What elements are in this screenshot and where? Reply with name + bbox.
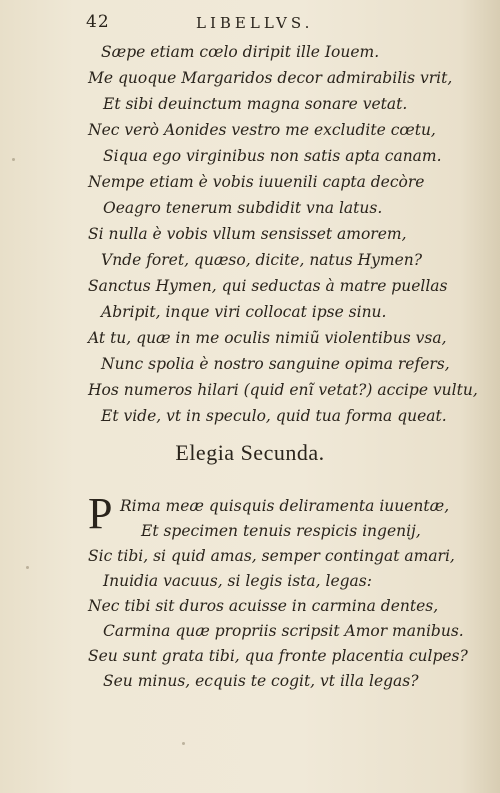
- verse-line: Nec tibi sit duros acuisse in carmina dentes,: [88, 597, 439, 615]
- verse-line: Inuidia vacuus, si legis ista, legas:: [103, 572, 372, 590]
- paper-speck: [26, 566, 29, 569]
- verse-line: Seu sunt grata tibi, qua fronte placentia culpes?: [88, 647, 468, 665]
- verse-line: Siqua ego virginibus non satis apta canam.: [103, 147, 442, 165]
- verse-line: Sic tibi, si quid amas, semper contingat amari,: [88, 547, 455, 565]
- verse-line: Abripit, inque viri collocat ipse sinu.: [101, 303, 387, 321]
- drop-cap: P: [88, 489, 113, 538]
- paper-speck: [12, 158, 15, 161]
- verse-line: Oeagro tenerum subdidit vna latus.: [103, 199, 383, 217]
- elegy-heading: Elegia Secunda.: [175, 440, 325, 465]
- verse-line: Et sibi deuinctum magna sonare vetat.: [103, 95, 408, 113]
- verse-line: Sæpe etiam cœlo diripit ille Iouem.: [101, 43, 380, 61]
- verse-line: Nunc spolia è nostro sanguine opima refers,: [101, 355, 450, 373]
- verse-line: Nec verò Aonides vestro me excludite cœtu,: [88, 121, 436, 139]
- verse-line: Si nulla è vobis vllum sensisset amorem,: [88, 225, 407, 243]
- verse-line: Hos numeros hilari (quid enĩ vetat?) accipe vultu,: [88, 381, 478, 399]
- verse-line: At tu, quæ in me oculis nimiũ violentibus vsa,: [88, 329, 447, 347]
- verse-line: Seu minus, ecquis te cogit, vt illa legas?: [103, 672, 419, 690]
- page-number: 42: [86, 12, 110, 32]
- verse-line: Vnde foret, quæso, dicite, natus Hymen?: [101, 251, 423, 269]
- paper-speck: [182, 742, 185, 745]
- page-header: [86, 12, 480, 38]
- verse-line: Et specimen tenuis respicis ingenij,: [141, 522, 421, 540]
- verse-line: Nempe etiam è vobis iuuenili capta decòre: [88, 173, 425, 191]
- verse-line: Sanctus Hymen, qui seductas à matre puellas: [88, 277, 448, 295]
- verse-line: Rima meæ quisquis deliramenta iuuentæ,: [120, 497, 450, 515]
- verse-line: Et vide, vt in speculo, quid tua forma queat.: [101, 407, 447, 425]
- verse-line: Me quoque Margaridos decor admirabilis vrit,: [88, 69, 453, 87]
- running-title: LIBELLVS.: [196, 14, 314, 32]
- verse-line: Carmina quæ propriis scripsit Amor manibus.: [103, 622, 464, 640]
